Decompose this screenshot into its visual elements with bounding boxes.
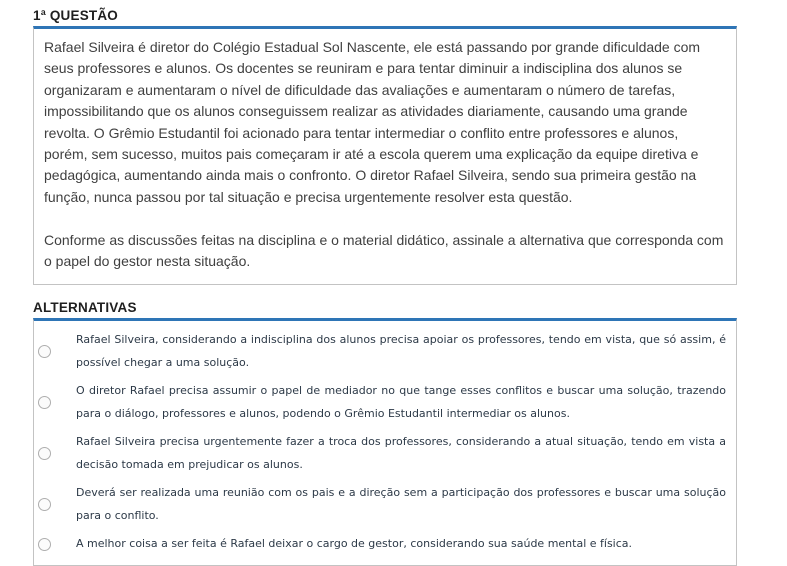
question-command-paragraph: Conforme as discussões feitas na disciplina e o material didático, assinale a alternativa que corresponda com o papel do gestor nesta situação.	[44, 231, 724, 270]
alternative-option-5[interactable]	[34, 530, 736, 559]
alternative-option-4[interactable]	[34, 479, 736, 530]
alternative-option-3[interactable]	[34, 428, 736, 479]
radio-button-icon[interactable]	[38, 345, 51, 358]
alternative-option-2[interactable]	[34, 377, 736, 428]
alternative-label[interactable]: A melhor coisa a ser feita é Rafael deixar o cargo de gestor, considerando sua saúde mental e física.	[76, 537, 633, 551]
alternative-option-1[interactable]	[34, 326, 736, 377]
alternative-label[interactable]: Rafael Silveira, considerando a indisciplina dos alunos precisa apoiar os professores, tendo em vista, que só assim, é possível chegar a uma solução.	[76, 333, 726, 369]
alternative-label[interactable]: O diretor Rafael precisa assumir o papel de mediador no que tange esses conflitos e buscar uma solução, trazendo para o diálogo, professores e alunos, podendo o Grêmio Estudantil intermediar os alunos.	[76, 384, 726, 420]
radio-button-icon[interactable]	[38, 538, 51, 551]
question-panel	[33, 26, 737, 285]
alternatives-panel	[33, 318, 737, 566]
radio-button-icon[interactable]	[38, 447, 51, 460]
alternatives-section-title: ALTERNATIVAS	[33, 300, 137, 316]
question-statement-paragraph: Rafael Silveira é diretor do Colégio Estadual Sol Nascente, ele está passando por grande dificuldade com seus professores e alunos. Os docentes se reuniram e para tentar diminuir a indisciplina dos alunos se organizaram e aumentaram o nível de dificuldade das avaliações e aumentaram o número de tarefas, impossibilitando que os alunos conseguissem realizar as atividades diariamente, causando uma grande revolta. O Grêmio Estudantil foi acionado para tentar intermediar o conflito entre professores e alunos, porém, sem sucesso, muitos pais começaram ir até a escola querem uma explicação da equipe diretiva e pedagógica, aumentando ainda mais o confronto. O diretor Rafael Silveira, sendo sua primeira gestão na função, nunca passou por tal situação e precisa urgentemente resolver esta questão.	[44, 39, 701, 205]
question-section-title: 1ª QUESTÃO	[33, 8, 119, 23]
radio-button-icon[interactable]	[38, 396, 51, 409]
radio-button-icon[interactable]	[38, 498, 51, 511]
alternative-label[interactable]: Rafael Silveira precisa urgentemente fazer a troca dos professores, considerando a atual situação, tendo em vista a decisão tomada em prejudicar os alunos.	[76, 435, 726, 471]
alternative-label[interactable]: Deverá ser realizada uma reunião com os pais e a direção sem a participação dos professores e buscar uma solução para o conflito.	[76, 486, 726, 522]
